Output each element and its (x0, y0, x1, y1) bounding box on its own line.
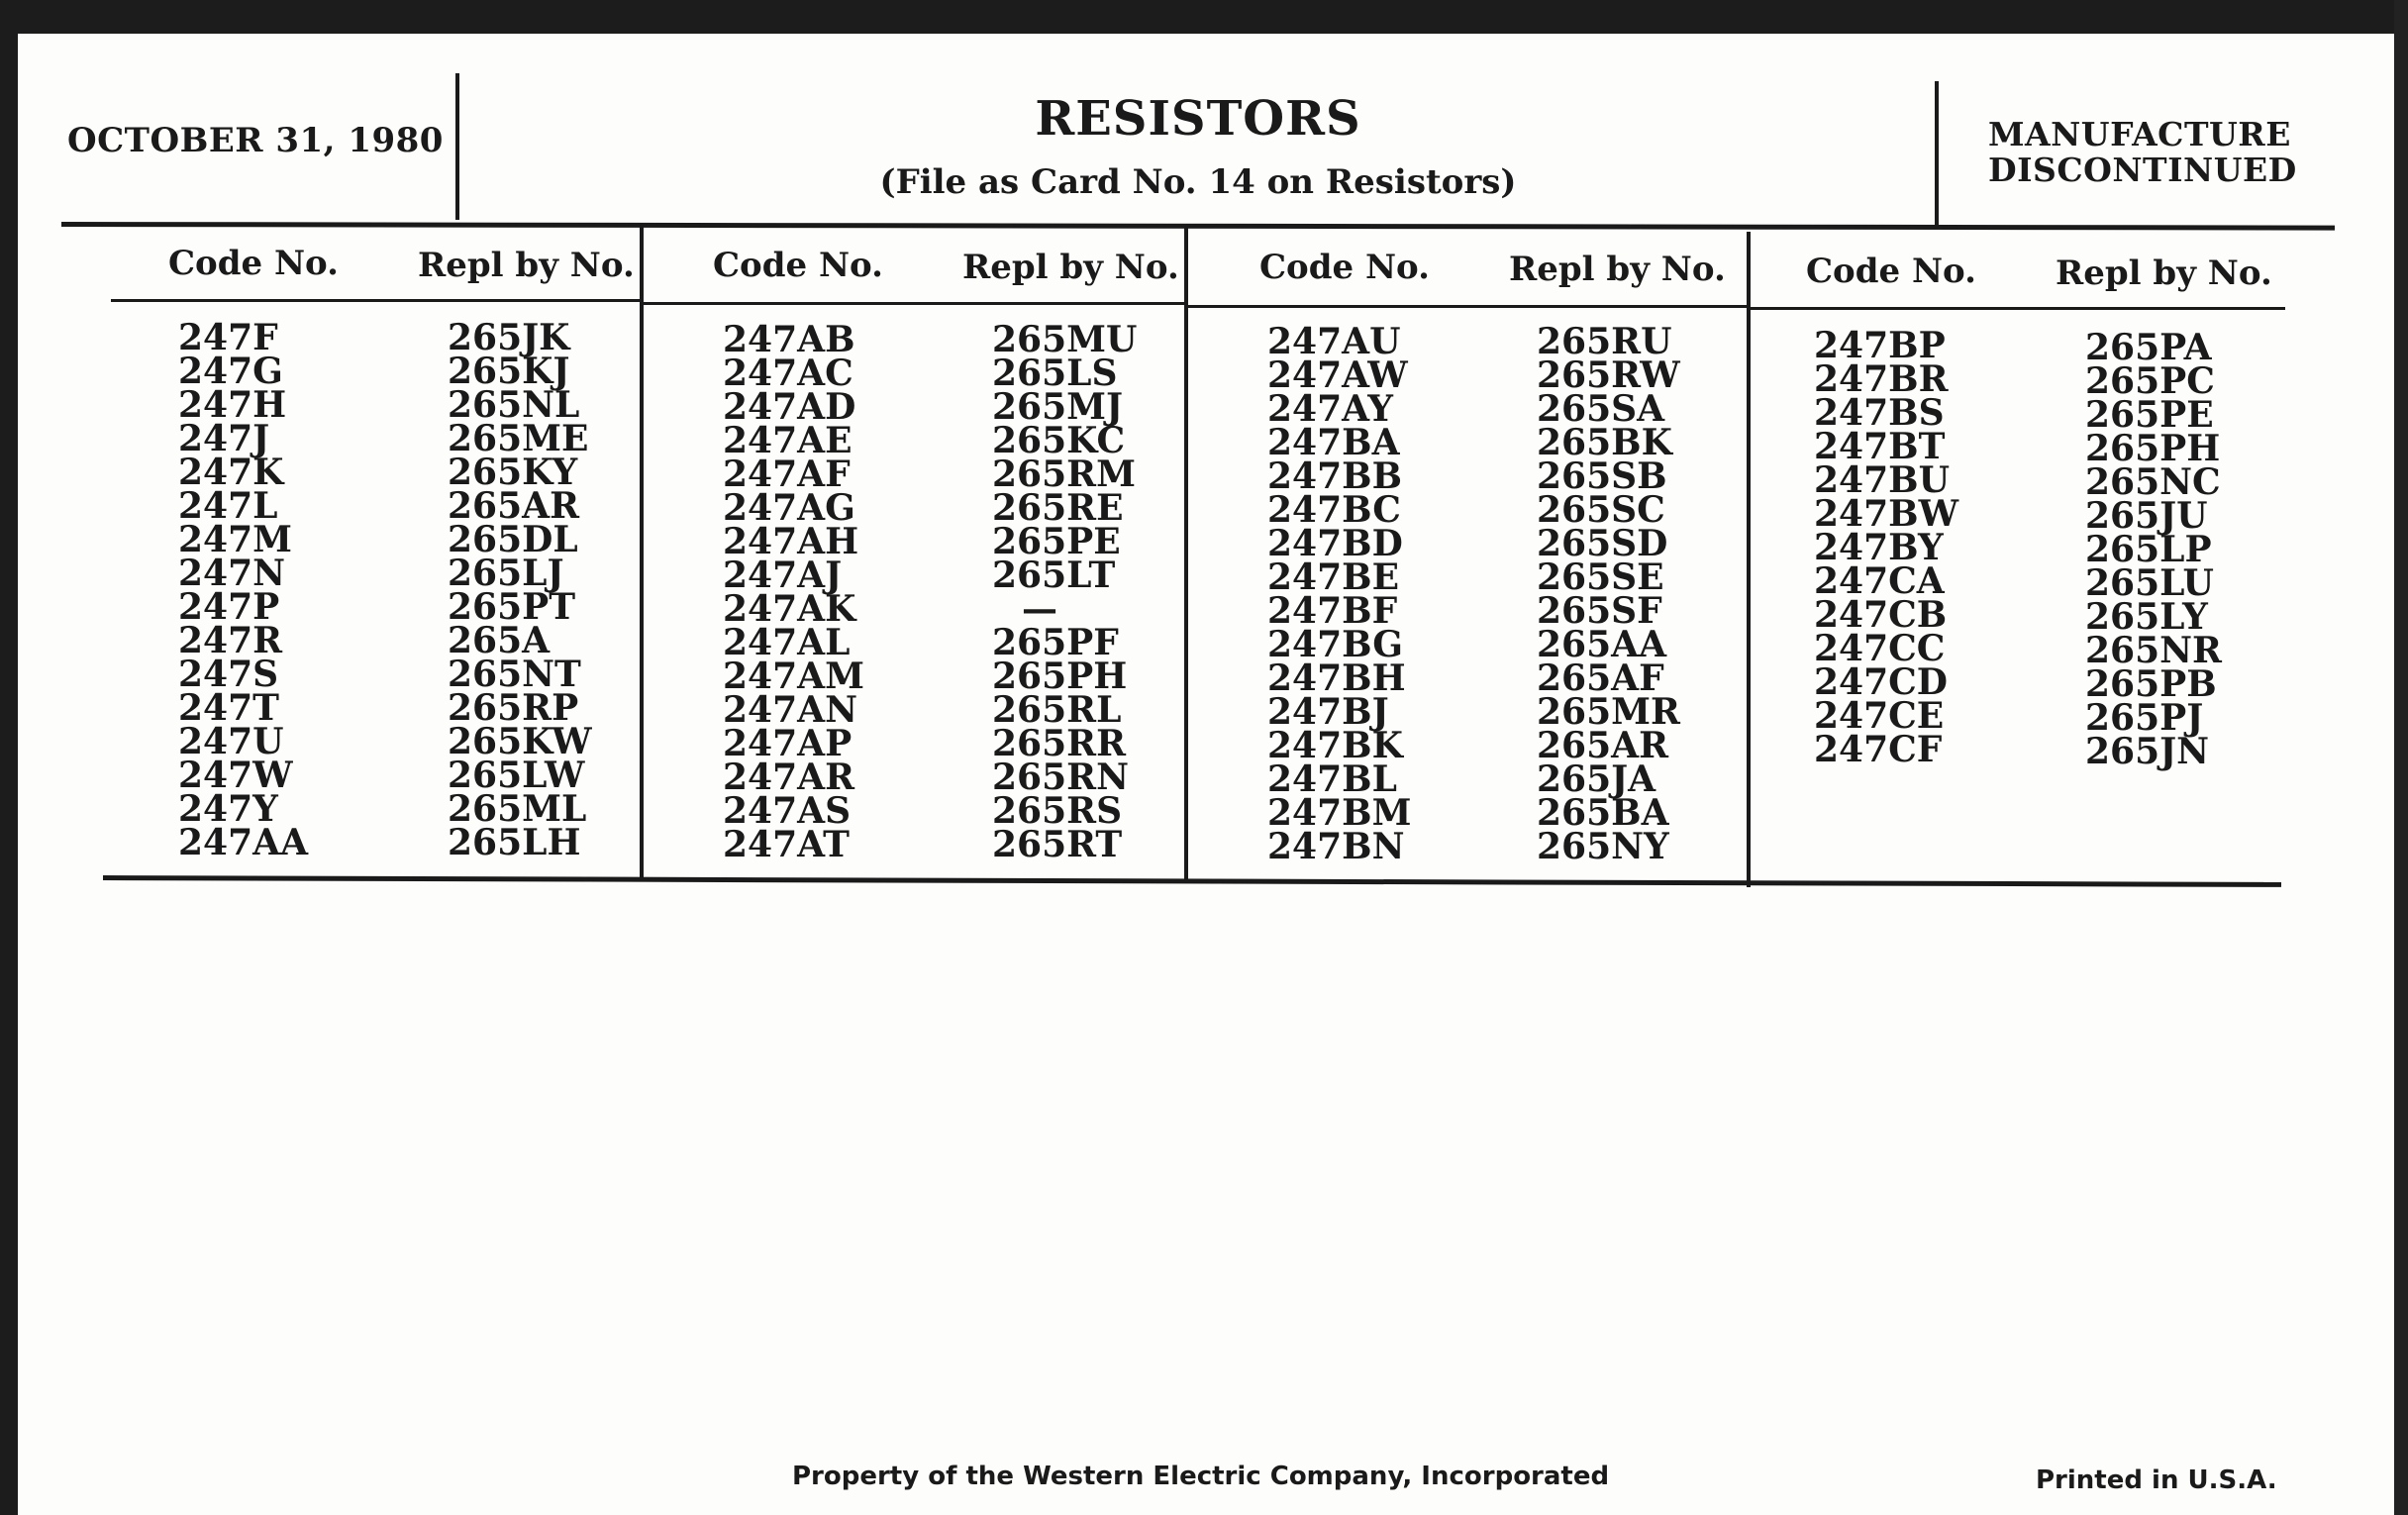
code-cell: 247M (178, 519, 292, 560)
code-cell: 247AP (723, 723, 853, 764)
repl-cell: — (1022, 588, 1057, 630)
repl-cell: 265A (448, 620, 551, 661)
repl-cell: 265PH (992, 656, 1128, 697)
repl-cell: 265RS (992, 790, 1123, 832)
column-divider-3 (1747, 232, 1751, 887)
group-4-repls (2085, 327, 2222, 772)
group-1-codes (178, 317, 309, 863)
code-cell: 247BK (1267, 725, 1403, 766)
repl-cell: 265JN (2085, 731, 2210, 772)
code-cell: 247F (178, 317, 278, 358)
code-cell: 247AA (178, 822, 309, 863)
code-cell: 247AN (723, 689, 857, 731)
repl-cell: 265NR (2085, 630, 2222, 671)
repl-cell: 265NL (448, 384, 580, 426)
group-3-repls (1537, 321, 1680, 867)
code-cell: 247BH (1267, 657, 1406, 699)
code-cell: 247CA (1814, 560, 1945, 602)
code-cell: 247L (178, 485, 278, 527)
code-cell: 247AM (723, 656, 864, 697)
column-divider-1 (640, 226, 644, 881)
repl-cell: 265RL (992, 689, 1122, 731)
code-cell: 247S (178, 654, 279, 695)
repl-cell: 265RN (992, 757, 1129, 798)
code-cell: 247AC (723, 353, 853, 394)
repl-cell: 265JK (448, 317, 570, 358)
code-cell: 247BN (1267, 826, 1405, 867)
group-1-repl-header: Repl by No. (418, 246, 635, 285)
repl-cell: 265SB (1537, 455, 1667, 497)
code-cell: 247R (178, 620, 283, 661)
repl-cell: 265MR (1537, 691, 1680, 733)
code-cell: 247AB (723, 319, 855, 360)
code-cell: 247P (178, 586, 280, 628)
code-cell: 247AS (723, 790, 852, 832)
code-cell: 247CE (1814, 695, 1945, 737)
group-1-header-rule (111, 299, 642, 302)
group-4-code-header: Code No. (1806, 252, 1976, 291)
status-label (1988, 117, 2297, 188)
code-cell: 247CB (1814, 594, 1948, 636)
code-cell: 247CD (1814, 661, 1949, 703)
group-2-code-header: Code No. (713, 246, 883, 285)
code-cell: 247BF (1267, 590, 1398, 632)
group-2-repl-header: Repl by No. (962, 248, 1179, 287)
card-title: RESISTORS (1035, 91, 1361, 147)
repl-cell: 265KY (448, 452, 578, 493)
repl-cell: 265LY (2085, 596, 2208, 638)
code-cell: 247AK (723, 588, 856, 630)
code-cell: 247BC (1267, 489, 1401, 531)
code-cell: 247G (178, 351, 283, 392)
ownership-notice: Property of the Western Electric Company, Incorporated (792, 1462, 1610, 1491)
repl-cell: 265LS (992, 353, 1118, 394)
code-cell: 247BM (1267, 792, 1412, 834)
repl-cell: 265RM (992, 454, 1136, 495)
repl-cell: 265AR (1537, 725, 1668, 766)
repl-cell: 265SC (1537, 489, 1665, 531)
code-cell: 247AU (1267, 321, 1401, 362)
repl-cell: 265DL (448, 519, 578, 560)
code-cell: 247BT (1814, 426, 1946, 467)
code-cell: 247BY (1814, 527, 1944, 568)
group-2-repls (992, 319, 1138, 865)
repl-cell: 265PJ (2085, 697, 2204, 739)
repl-cell: 265RT (992, 824, 1123, 865)
repl-cell: 265LU (2085, 562, 2214, 604)
group-2-codes (723, 319, 864, 865)
repl-cell: 265ME (448, 418, 589, 459)
repl-cell: 265RR (992, 723, 1126, 764)
code-cell: 247AL (723, 622, 851, 663)
repl-cell: 265AR (448, 485, 579, 527)
repl-cell: 265PE (992, 521, 1121, 562)
repl-cell: 265LJ (448, 553, 564, 594)
repl-cell: 265NY (1537, 826, 1669, 867)
code-cell: 247AJ (723, 555, 843, 596)
repl-cell: 265ML (448, 788, 587, 830)
repl-cell: 265PB (2085, 663, 2217, 705)
repl-cell: 265PF (992, 622, 1119, 663)
group-3-repl-header: Repl by No. (1509, 250, 1726, 289)
repl-cell: 265KC (992, 420, 1126, 461)
code-cell: 247AY (1267, 388, 1393, 430)
group-1-repls (448, 317, 592, 863)
code-cell: 247BU (1814, 459, 1950, 501)
resistor-card (18, 34, 2402, 1515)
repl-cell: 265KW (448, 721, 592, 762)
header-divider-left (455, 73, 459, 220)
group-3-code-header: Code No. (1259, 248, 1430, 287)
scan-edge (2394, 0, 2408, 1515)
code-cell: 247BL (1267, 758, 1397, 800)
group-3-header-rule (1188, 305, 1749, 308)
repl-cell: 265MJ (992, 386, 1124, 428)
repl-cell: 265SE (1537, 556, 1664, 598)
code-cell: 247AE (723, 420, 853, 461)
code-cell: 247BW (1814, 493, 1959, 535)
repl-cell: 265RP (448, 687, 579, 729)
code-cell: 247AH (723, 521, 859, 562)
repl-cell: 265LH (448, 822, 581, 863)
code-cell: 247W (178, 755, 293, 796)
repl-cell: 265LT (992, 555, 1116, 596)
code-cell: 247CC (1814, 628, 1946, 669)
group-3-codes (1267, 321, 1412, 867)
repl-cell: 265PT (448, 586, 576, 628)
code-cell: 247T (178, 687, 279, 729)
code-cell: 247J (178, 418, 270, 459)
repl-cell: 265RW (1537, 354, 1680, 396)
card-date: OCTOBER 31, 1980 (67, 121, 444, 160)
repl-cell: 265PA (2085, 327, 2212, 368)
group-4-header-rule (1751, 307, 2285, 310)
repl-cell: 265SD (1537, 523, 1668, 564)
status-line-2: DISCONTINUED (1988, 151, 2297, 189)
code-cell: 247BP (1814, 325, 1946, 366)
group-1-code-header: Code No. (168, 244, 339, 283)
repl-cell: 265PC (2085, 360, 2215, 402)
repl-cell: 265PE (2085, 394, 2214, 436)
code-cell: 247BJ (1267, 691, 1389, 733)
repl-cell: 265LW (448, 755, 585, 796)
repl-cell: 265SF (1537, 590, 1662, 632)
code-cell: 247CF (1814, 729, 1943, 770)
code-cell: 247BS (1814, 392, 1945, 434)
printed-notice: Printed in U.S.A. (2036, 1465, 2277, 1495)
code-cell: 247Y (178, 788, 278, 830)
code-cell: 247AW (1267, 354, 1408, 396)
repl-cell: 265JU (2085, 495, 2208, 537)
repl-cell: 265KJ (448, 351, 570, 392)
repl-cell: 265SA (1537, 388, 1665, 430)
code-cell: 247BA (1267, 422, 1400, 463)
code-cell: 247AD (723, 386, 856, 428)
header-divider-right (1935, 81, 1939, 228)
repl-cell: 265AA (1537, 624, 1667, 665)
repl-cell: 265BA (1537, 792, 1669, 834)
repl-cell: 265AF (1537, 657, 1664, 699)
repl-cell: 265LP (2085, 529, 2212, 570)
repl-cell: 265BK (1537, 422, 1672, 463)
group-4-codes (1814, 325, 1959, 770)
code-cell: 247BD (1267, 523, 1403, 564)
code-cell: 247AG (723, 487, 855, 529)
repl-cell: 265JA (1537, 758, 1656, 800)
repl-cell: 265RE (992, 487, 1124, 529)
code-cell: 247BR (1814, 358, 1949, 400)
status-line-1: MANUFACTURE (1988, 115, 2291, 153)
code-cell: 247N (178, 553, 286, 594)
code-cell: 247U (178, 721, 284, 762)
column-divider-2 (1184, 228, 1188, 883)
card-subtitle: (File as Card No. 14 on Resistors) (879, 162, 1517, 202)
code-cell: 247AT (723, 824, 850, 865)
code-cell: 247AF (723, 454, 851, 495)
code-cell: 247AR (723, 757, 854, 798)
code-cell: 247BG (1267, 624, 1403, 665)
code-cell: 247BB (1267, 455, 1403, 497)
repl-cell: 265NT (448, 654, 581, 695)
repl-cell: 265NC (2085, 461, 2221, 503)
code-cell: 247K (178, 452, 284, 493)
repl-cell: 265RU (1537, 321, 1672, 362)
group-4-repl-header: Repl by No. (2056, 253, 2272, 293)
repl-cell: 265PH (2085, 428, 2221, 469)
code-cell: 247H (178, 384, 287, 426)
group-2-header-rule (644, 302, 1186, 305)
repl-cell: 265MU (992, 319, 1138, 360)
code-cell: 247BE (1267, 556, 1400, 598)
